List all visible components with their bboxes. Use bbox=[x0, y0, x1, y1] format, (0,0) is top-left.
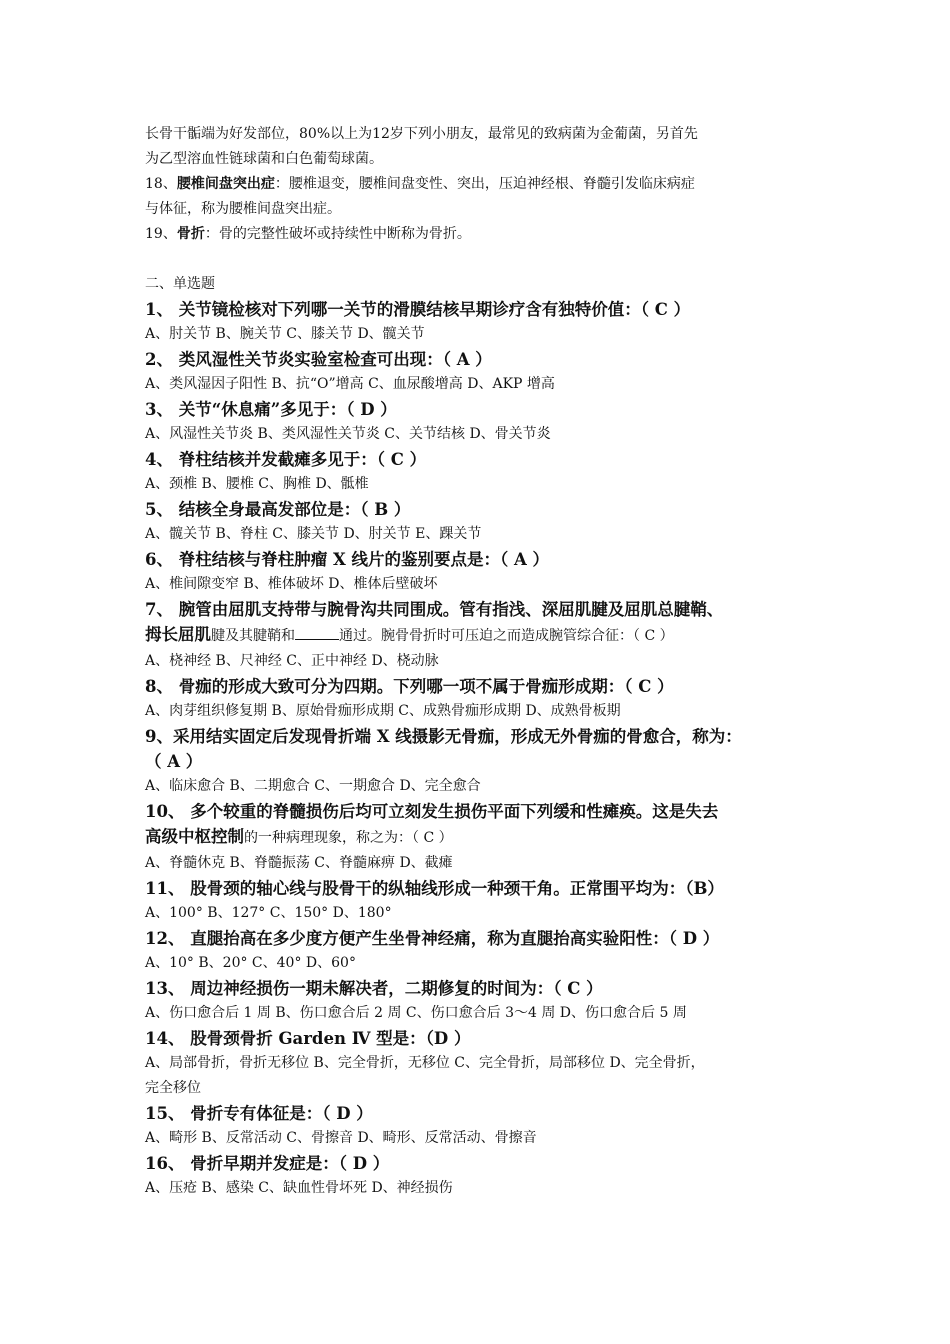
options: A、髋关节 B、脊柱 C、膝关节 D、肘关节 E、踝关节 bbox=[145, 526, 482, 542]
question: 5、 结核全身最高发部位是：（ B ） bbox=[145, 500, 411, 519]
question: 6、 脊柱结核与脊柱肿瘤 X 线片的鉴别要点是：（ A ） bbox=[145, 550, 550, 569]
definition-item: 18、腰椎间盘突出症：腰椎退变，腰椎间盘变性、突出，压迫神经根、脊髓引发临床病症 bbox=[145, 176, 695, 192]
options: A、风湿性关节炎 B、类风湿性关节炎 C、关节结核 D、骨关节炎 bbox=[145, 426, 551, 442]
answer-blank bbox=[295, 625, 339, 640]
question: 2、 类风湿性关节炎实验室检查可出现：（ A ） bbox=[145, 350, 492, 369]
text-line: 长骨干骺端为好发部位，80%以上为12岁下列小朋友，最常见的致病菌为金葡菌，另首先 bbox=[145, 126, 698, 142]
definition-item: 19、骨折：骨的完整性破坏或持续性中断称为骨折。 bbox=[145, 226, 471, 242]
question-continued: 拇长屈肌腱及其腱鞘和 通过。腕骨骨折时可压迫之而造成腕管综合征：（ C ） bbox=[145, 625, 674, 644]
options: A、临床愈合 B、二期愈合 C、一期愈合 D、完全愈合 bbox=[145, 778, 481, 794]
section-heading: 二、单选题 bbox=[145, 276, 215, 292]
question-continued: 高级中枢控制的一种病理现象，称之为：（ C ） bbox=[145, 827, 453, 846]
options: A、脊髓休克 B、脊髓振荡 C、脊髓麻痹 D、截瘫 bbox=[145, 855, 453, 871]
document-content bbox=[145, 122, 825, 1201]
question: 15、 骨折专有体征是：（ D ） bbox=[145, 1104, 373, 1123]
question: 12、 直腿抬高在多少度方便产生坐骨神经痛，称为直腿抬高实验阳性：（ D ） bbox=[145, 929, 720, 948]
text-line: 为乙型溶血性链球菌和白色葡萄球菌。 bbox=[145, 151, 383, 167]
question: 10、 多个较重的脊髓损伤后均可立刻发生损伤平面下列缓和性瘫痪。这是失去 bbox=[145, 802, 719, 821]
options: A、10° B、20° C、40° D、60° bbox=[145, 955, 356, 971]
question: 1、 关节镜检核对下列哪一关节的滑膜结核早期诊疗含有独特价值：（ C ） bbox=[145, 300, 691, 319]
question: 16、 骨折早期并发症是：（ D ） bbox=[145, 1154, 390, 1173]
question: 4、 脊柱结核并发截瘫多见于：（ C ） bbox=[145, 450, 427, 469]
text-line: 与体征，称为腰椎间盘突出症。 bbox=[145, 201, 341, 217]
question: 13、 周边神经损伤一期未解决者，二期修复的时间为：（ C ） bbox=[145, 979, 603, 998]
options: A、局部骨折，骨折无移位 B、完全骨折，无移位 C、完全骨折，局部移位 D、完全骨折， bbox=[145, 1055, 705, 1071]
options: A、畸形 B、反常活动 C、骨擦音 D、畸形、反常活动、骨擦音 bbox=[145, 1130, 537, 1146]
options: A、椎间隙变窄 B、椎体破坏 D、椎体后壁破坏 bbox=[145, 576, 438, 592]
options: A、压疮 B、感染 C、缺血性骨坏死 D、神经损伤 bbox=[145, 1180, 453, 1196]
question: 7、 腕管由屈肌支持带与腕骨沟共同围成。管有指浅、深屈肌腱及屈肌总腱鞘、 bbox=[145, 600, 724, 619]
options: A、100° B、127° C、150° D、180° bbox=[145, 905, 392, 921]
question: 14、 股骨颈骨折 Garden Ⅳ 型是：（D ） bbox=[145, 1029, 471, 1048]
options: A、肉芽组织修复期 B、原始骨痂形成期 C、成熟骨痂形成期 D、成熟骨板期 bbox=[145, 703, 621, 719]
question-continued: （ A ） bbox=[145, 752, 203, 771]
options: A、桡神经 B、尺神经 C、正中神经 D、桡动脉 bbox=[145, 653, 439, 669]
question: 11、 股骨颈的轴心线与股骨干的纵轴线形成一种颈干角。正常围平均为：（B） bbox=[145, 879, 724, 898]
question: 3、 关节“休息痛”多见于：（ D ） bbox=[145, 400, 397, 419]
question: 9、采用结实固定后发现骨折端 X 线摄影无骨痂，形成无外骨痂的骨愈合，称为： bbox=[145, 727, 742, 746]
options: A、颈椎 B、腰椎 C、胸椎 D、骶椎 bbox=[145, 476, 369, 492]
options: A、类风湿因子阳性 B、抗“O”增高 C、血尿酸增高 D、AKP 增高 bbox=[145, 376, 555, 392]
question: 8、 骨痂的形成大致可分为四期。下列哪一项不属于骨痂形成期：（ C ） bbox=[145, 677, 674, 696]
options: A、肘关节 B、腕关节 C、膝关节 D、髋关节 bbox=[145, 326, 425, 342]
options: A、伤口愈合后 1 周 B、伤口愈合后 2 周 C、伤口愈合后 3～4 周 D、伤口愈合后 5 周 bbox=[145, 1005, 687, 1021]
options-continued: 完全移位 bbox=[145, 1080, 201, 1096]
